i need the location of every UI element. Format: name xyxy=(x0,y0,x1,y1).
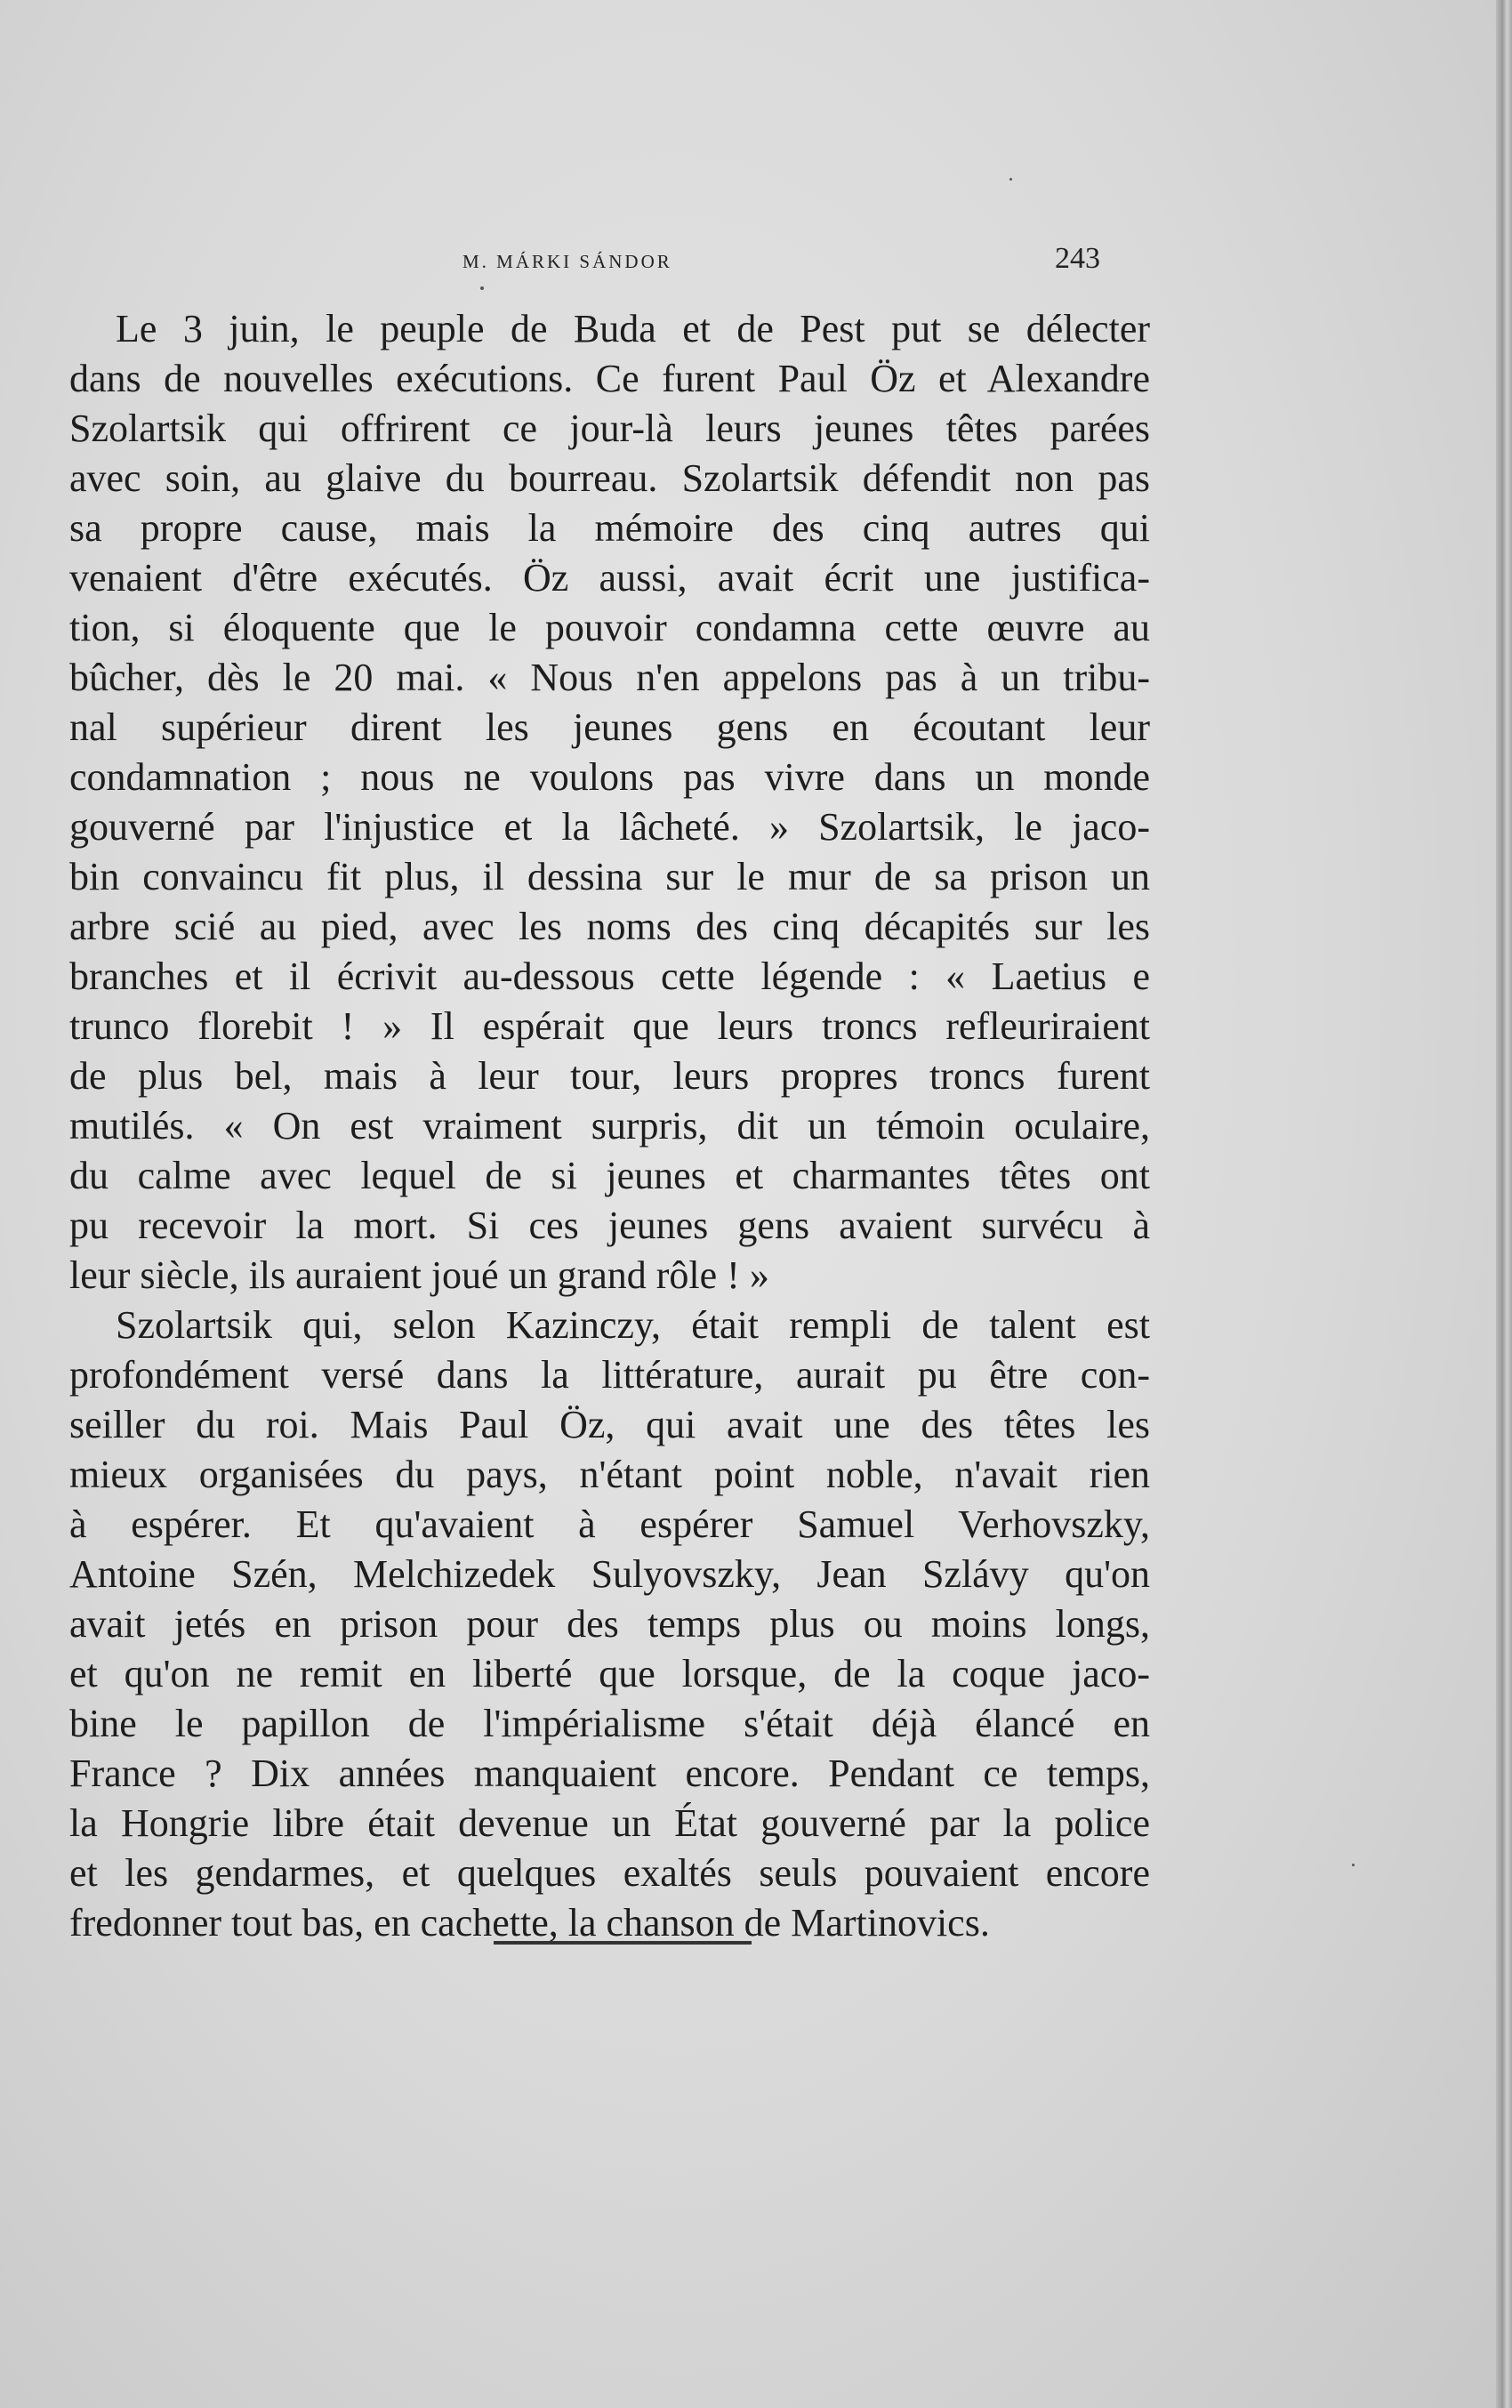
text-line: trunco florebit ! » Il espérait que leurs troncs refleuriraient xyxy=(69,1004,1150,1048)
print-speck xyxy=(1009,178,1012,181)
text-line: fredonner tout bas, en cachette, la chanson de Martinovics. xyxy=(69,1901,990,1945)
text-line: leur siècle, ils auraient joué un grand rôle ! » xyxy=(69,1253,769,1297)
text-line: bine le papillon de l'impérialisme s'était déjà élancé en xyxy=(69,1702,1150,1745)
text-line: branches et il écrivit au-dessous cette légende : « Laetius e xyxy=(69,954,1150,998)
running-title: M. MÁRKI SÁNDOR xyxy=(462,251,672,272)
text-line: profondément versé dans la littérature, aurait pu être con- xyxy=(69,1353,1150,1397)
text-line: bûcher, dès le 20 mai. « Nous n'en appelons pas à un tribu- xyxy=(69,656,1150,699)
text-line: la Hongrie libre était devenue un État gouverné par la police xyxy=(69,1801,1150,1845)
text-line: pu recevoir la mort. Si ces jeunes gens avaient survécu à xyxy=(69,1204,1150,1247)
text-line: avec soin, au glaive du bourreau. Szolartsik défendit non pas xyxy=(69,456,1150,500)
text-line: avait jetés en prison pour des temps plus ou moins longs, xyxy=(69,1602,1150,1646)
text-line: venaient d'être exécutés. Öz aussi, avait écrit une justifica- xyxy=(69,556,1150,600)
running-header xyxy=(0,242,1496,286)
print-speck xyxy=(1352,1864,1355,1866)
text-line: de plus bel, mais à leur tour, leurs propres troncs furent xyxy=(69,1054,1150,1098)
text-line: Antoine Szén, Melchizedek Sulyovszky, Jean Szlávy qu'on xyxy=(69,1552,1150,1596)
print-speck xyxy=(480,286,484,290)
text-line: du calme avec lequel de si jeunes et charmantes têtes ont xyxy=(69,1154,1150,1197)
text-line: bin convaincu fit plus, il dessina sur le mur de sa prison un xyxy=(69,855,1150,898)
text-line: mieux organisées du pays, n'étant point noble, n'avait rien xyxy=(69,1453,1150,1496)
text-line: et les gendarmes, et quelques exaltés seuls pouvaient encore xyxy=(69,1851,1150,1895)
end-rule xyxy=(494,1941,752,1945)
text-line: Le 3 juin, le peuple de Buda et de Pest put se délecter xyxy=(116,307,1150,350)
text-line: mutilés. « On est vraiment surpris, dit un témoin oculaire, xyxy=(69,1104,1150,1148)
paragraph xyxy=(69,1301,1150,1948)
text-line: gouverné par l'injustice et la lâcheté. » Szolartsik, le jaco- xyxy=(69,805,1150,849)
body-text xyxy=(69,304,1150,1948)
text-line: Szolartsik qui offrirent ce jour-là leurs jeunes têtes parées xyxy=(69,407,1150,450)
text-line: tion, si éloquente que le pouvoir condamna cette œuvre au xyxy=(69,606,1150,649)
text-line: condamnation ; nous ne voulons pas vivre dans un monde xyxy=(69,755,1150,799)
text-line: et qu'on ne remit en liberté que lorsque, de la coque jaco- xyxy=(69,1652,1150,1695)
text-line: nal supérieur dirent les jeunes gens en écoutant leur xyxy=(69,705,1150,749)
text-line: à espérer. Et qu'avaient à espérer Samuel Verhovszky, xyxy=(69,1502,1150,1546)
text-line: France ? Dix années manquaient encore. Pendant ce temps, xyxy=(69,1752,1150,1795)
page-number: 243 xyxy=(1055,242,1100,275)
text-line: arbre scié au pied, avec les noms des cinq décapités sur les xyxy=(69,905,1150,948)
text-line: sa propre cause, mais la mémoire des cinq autres qui xyxy=(69,506,1150,550)
text-line: dans de nouvelles exécutions. Ce furent Paul Öz et Alexandre xyxy=(69,357,1150,400)
paragraph xyxy=(69,304,1150,1301)
text-line: seiller du roi. Mais Paul Öz, qui avait une des têtes les xyxy=(69,1403,1150,1446)
page-edge xyxy=(1496,0,1512,2408)
text-line: Szolartsik qui, selon Kazinczy, était rempli de talent est xyxy=(116,1303,1150,1347)
